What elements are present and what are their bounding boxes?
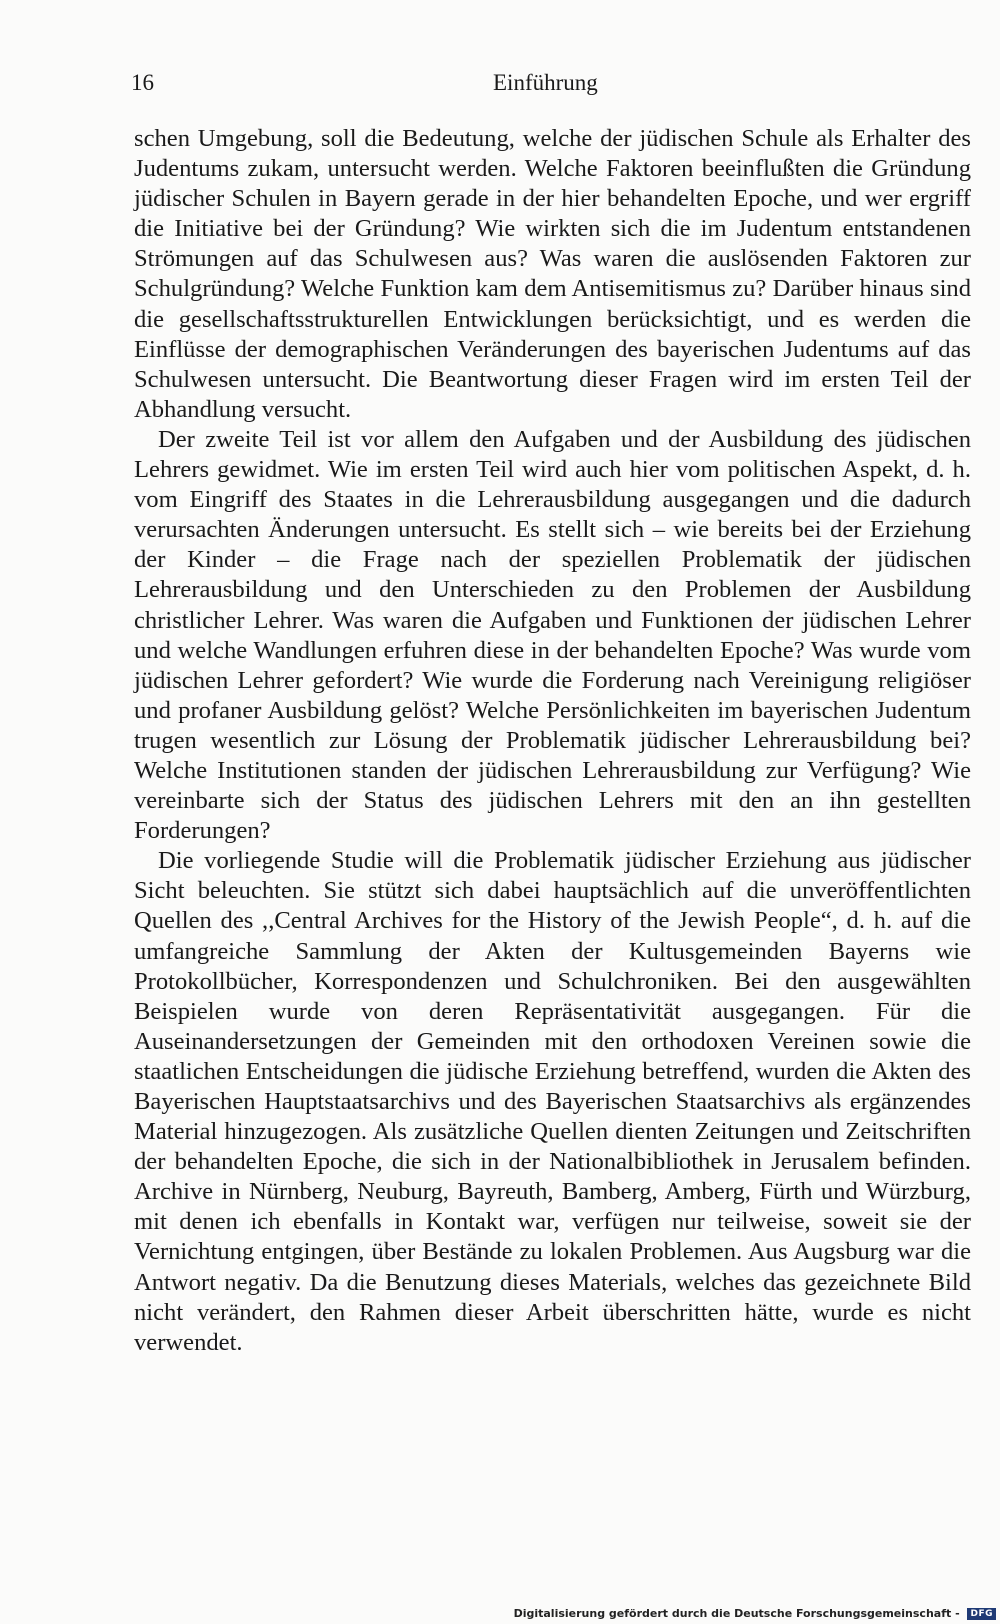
digitization-credit-text: Digitalisierung gefördert durch die Deutsche Forschungsgemeinschaft - <box>513 1607 960 1620</box>
paragraph-1: schen Umgebung, soll die Bedeutung, welche der jüdischen Schule als Erhalter des Judentums zukam, untersucht werden. Welche Faktoren beeinflußten die Gründung jüdischer Schulen in Bayern gerade in der hier behandelten Epoche, und wer ergriff die Initiative bei der Gründung? Wie wirkten sich die im Judentum entstandenen Strömungen auf das Schulwesen aus? Was waren die auslösenden Faktoren zur Schulgründung? Welche Funktion kam dem Antisemitismus zu? Darüber hinaus sind die gesellschaftsstrukturellen Entwicklungen berücksichtigt, und es werden die Einflüsse der demographischen Veränderungen des bayerischen Judentums auf das Schulwesen untersucht. Die Beantwortung dieser Fragen wird im ersten Teil der Abhandlung versucht. <box>134 125 971 423</box>
dfg-logo: DFG <box>967 1608 996 1620</box>
paragraph-3: Die vorliegende Studie will die Problematik jüdischer Erziehung aus jüdischer Sicht beleuchten. Sie stützt sich dabei hauptsächlich auf die unveröffentlichten Quellen des ,,Central Archives for the History of the Jewish People“, d. h. auf die umfangreiche Sammlung der Akten der Kultusgemeinden Bayerns wie Protokollbücher, Korrespondenzen und Schulchroniken. Bei den ausgewählten Beispielen wurde von deren Repräsentativität ausgegangen. Für die Auseinandersetzungen der Gemeinden mit den orthodoxen Vereinen sowie die staatlichen Entscheidungen die jüdische Erziehung betreffend, wurden die Akten des Bayerischen Hauptstaatsarchivs und des Bayerischen Staatsarchivs als ergänzendes Material hinzugezogen. Als zusätzliche Quellen dienten Zeitungen und Zeitschriften der behandelten Epoche, die sich in der Nationalbibliothek in Jerusalem befinden. Archive in Nürnberg, Neuburg, Bayreuth, Bamberg, Amberg, Fürth und Würzburg, mit denen ich ebenfalls in Kontakt war, verfügen nur teilweise, soweit sie der Vernichtung entgingen, über Bestände zu lokalen Problemen. Aus Augsburg war die Antwort negativ. Da die Benutzung dieses Materials, welches das gezeichnete Bild nicht verändert, den Rahmen dieser Arbeit überschritten hätte, wurde es nicht verwendet. <box>134 847 971 1356</box>
digitization-credit <box>0 1607 996 1620</box>
page-header <box>131 66 973 102</box>
page-number: 16 <box>131 70 154 95</box>
body-text <box>134 124 971 1358</box>
running-title: Einführung <box>493 70 598 95</box>
paragraph-2: Der zweite Teil ist vor allem den Aufgaben und der Ausbildung des jüdischen Lehrers gewidmet. Wie im ersten Teil wird auch hier vom politischen Aspekt, d. h. vom Eingriff des Staates in die Lehrerausbildung ausgegangen und die dadurch verursachten Änderungen untersucht. Es stellt sich – wie bereits bei der Erziehung der Kinder – die Frage nach der speziellen Problematik der jüdischen Lehrerausbildung und den Unterschieden zu den Problemen der Ausbildung christlicher Lehrer. Was waren die Aufgaben und Funktionen der jüdischen Lehrer und welche Wandlungen erfuhren diese in der behandelten Epoche? Was wurde vom jüdischen Lehrer gefordert? Wie wurde die Forderung nach Vereinigung religiöser und profaner Ausbildung gelöst? Welche Persönlichkeiten im bayerischen Judentum trugen wesentlich zur Lösung der Problematik jüdischer Lehrerausbildung bei? Welche Institutionen standen der jüdischen Lehrerausbildung zur Verfügung? Wie vereinbarte sich der Status des jüdischen Lehrers mit den an ihn gestellten Forderungen? <box>134 425 971 845</box>
